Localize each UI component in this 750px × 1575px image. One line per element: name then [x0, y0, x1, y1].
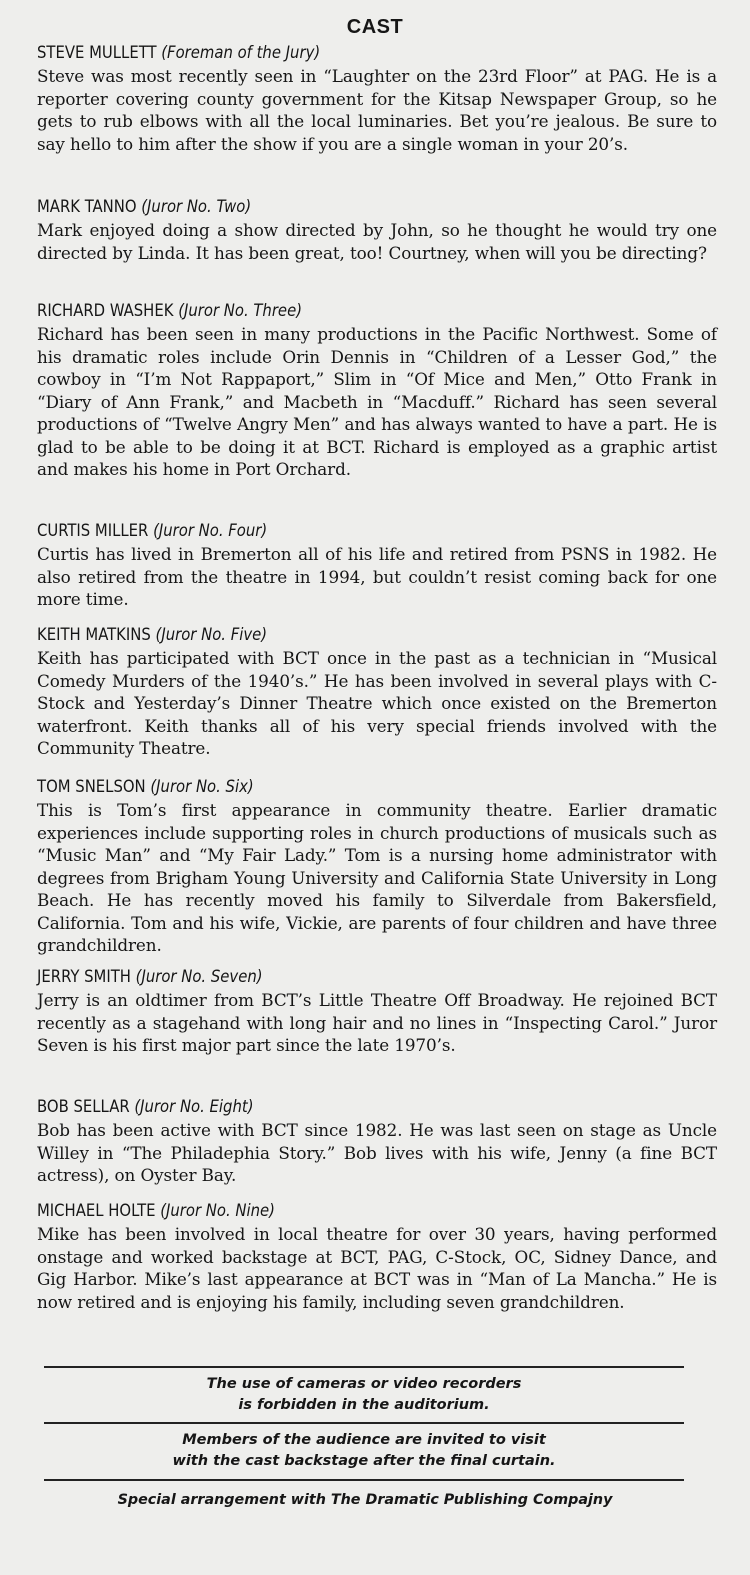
cast-entry	[37, 624, 717, 760]
divider	[44, 1366, 684, 1368]
cast-entry	[37, 42, 717, 155]
cast-heading	[37, 42, 717, 64]
cast-heading	[37, 1200, 717, 1222]
cast-name: STEVE MULLETT	[37, 43, 157, 62]
cast-role: (Juror No. Five)	[155, 625, 268, 644]
cast-role: (Juror No. Nine)	[160, 1201, 275, 1220]
camera-notice	[44, 1374, 684, 1416]
cast-entry	[37, 300, 717, 481]
cast-bio: Curtis has lived in Bremerton all of his life and retired from PSNS in 1982. He also retired from the theatre in 1994, but couldn’t resist coming back for one more time.	[37, 544, 717, 609]
cast-role: (Juror No. Two)	[141, 197, 252, 216]
cast-name: MARK TANNO	[37, 197, 137, 216]
cast-bio: This is Tom’s first appearance in community theatre. Earlier dramatic experiences include supporting roles in church productions of musicals such as “Music Man” and “My Fair Lady.” Tom is a nursing home administrator with degrees from Brigham Young University and California State University in Long Beach. He has recently moved his family to Silverdale from Bakersfield, California. Tom and his wife, Vickie, are parents of four children and have three grandchildren.	[37, 800, 717, 955]
cast-bio: Jerry is an oldtimer from BCT’s Little Theatre Off Broadway. He rejoined BCT recently as a stagehand with long hair and no lines in “Inspecting Carol.” Juror Seven is his first major part since the late 1970’s.	[37, 990, 717, 1055]
cast-name: RICHARD WASHEK	[37, 301, 174, 320]
divider	[44, 1422, 684, 1424]
cast-role: (Juror No. Three)	[178, 301, 303, 320]
cast-name: JERRY SMITH	[37, 967, 131, 986]
cast-heading	[37, 1096, 717, 1118]
cast-bio: Bob has been active with BCT since 1982. He was last seen on stage as Uncle Willey in “The Philadephia Story.” Bob lives with his wife, Jenny (a fine BCT actress), on Oyster Bay.	[37, 1120, 717, 1185]
cast-heading	[37, 520, 717, 542]
cast-heading	[37, 196, 717, 218]
cast-bio: Mark enjoyed doing a show directed by John, so he thought he would try one directed by Linda. It has been great, too! Courtney, when will you be directing?	[37, 220, 717, 263]
cast-heading	[37, 776, 717, 798]
backstage-notice-line: with the cast backstage after the final curtain.	[172, 1453, 556, 1469]
cast-role: (Foreman of the Jury)	[161, 43, 321, 62]
cast-entry	[37, 1096, 717, 1187]
cast-bio: Steve was most recently seen in “Laughter on the 23rd Floor” at PAG. He is a reporter covering county government for the Kitsap Newspaper Group, so he gets to rub elbows with all the local luminaries. Bet you’re jealous. Be sure to say hello to him after the show if you are a single woman in your 20’s.	[37, 66, 717, 154]
publisher-credit: Special arrangement with The Dramatic Publishing Compajny	[117, 1492, 613, 1508]
cast-entry	[37, 776, 717, 957]
cast-bio: Keith has participated with BCT once in the past as a technician in “Musical Comedy Murders of the 1940’s.” He has been involved in several plays with C-Stock and Yesterday’s Dinner Theatre which once existed on the Bremerton waterfront. Keith thanks all of his very special friends involved with the Community Theatre.	[37, 648, 717, 758]
cast-entry	[37, 1200, 717, 1313]
divider	[44, 1479, 684, 1481]
camera-notice-line: is forbidden in the auditorium.	[238, 1397, 490, 1413]
cast-role: (Juror No. Six)	[150, 777, 254, 796]
cast-role: (Juror No. Four)	[153, 521, 268, 540]
cast-role: (Juror No. Eight)	[134, 1097, 254, 1116]
cast-entry	[37, 520, 717, 611]
page-title: CAST	[346, 16, 404, 38]
cast-entry	[37, 196, 717, 264]
cast-heading	[37, 624, 717, 646]
cast-name: MICHAEL HOLTE	[37, 1201, 156, 1220]
cast-bio: Richard has been seen in many productions in the Pacific Northwest. Some of his dramatic roles include Orin Dennis in “Children of a Lesser God,” the cowboy in “I’m Not Rappaport,” Slim in “Of Mice and Men,” Otto Frank in “Diary of Ann Frank,” and Macbeth in “Macduff.” Richard has seen several productions of “Twelve Angry Men” and has always wanted to have a part. He is glad to be able to be doing it at BCT. Richard is employed as a graphic artist and makes his home in Port Orchard.	[37, 324, 717, 479]
camera-notice-line: The use of cameras or video recorders	[206, 1376, 522, 1392]
cast-name: CURTIS MILLER	[37, 521, 149, 540]
cast-name: TOM SNELSON	[37, 777, 146, 796]
cast-entry	[37, 966, 717, 1057]
cast-name: BOB SELLAR	[37, 1097, 130, 1116]
backstage-notice	[44, 1430, 684, 1472]
cast-heading	[37, 966, 717, 988]
backstage-notice-line: Members of the audience are invited to visit	[182, 1432, 546, 1448]
cast-bio: Mike has been involved in local theatre for over 30 years, having performed onstage and worked backstage at BCT, PAG, C-Stock, OC, Sidney Dance, and Gig Harbor. Mike’s last appearance at BCT was in “Man of La Mancha.” He is now retired and is enjoying his family, including seven grandchildren.	[37, 1224, 717, 1312]
cast-name: KEITH MATKINS	[37, 625, 151, 644]
cast-role: (Juror No. Seven)	[135, 967, 263, 986]
cast-heading	[37, 300, 717, 322]
